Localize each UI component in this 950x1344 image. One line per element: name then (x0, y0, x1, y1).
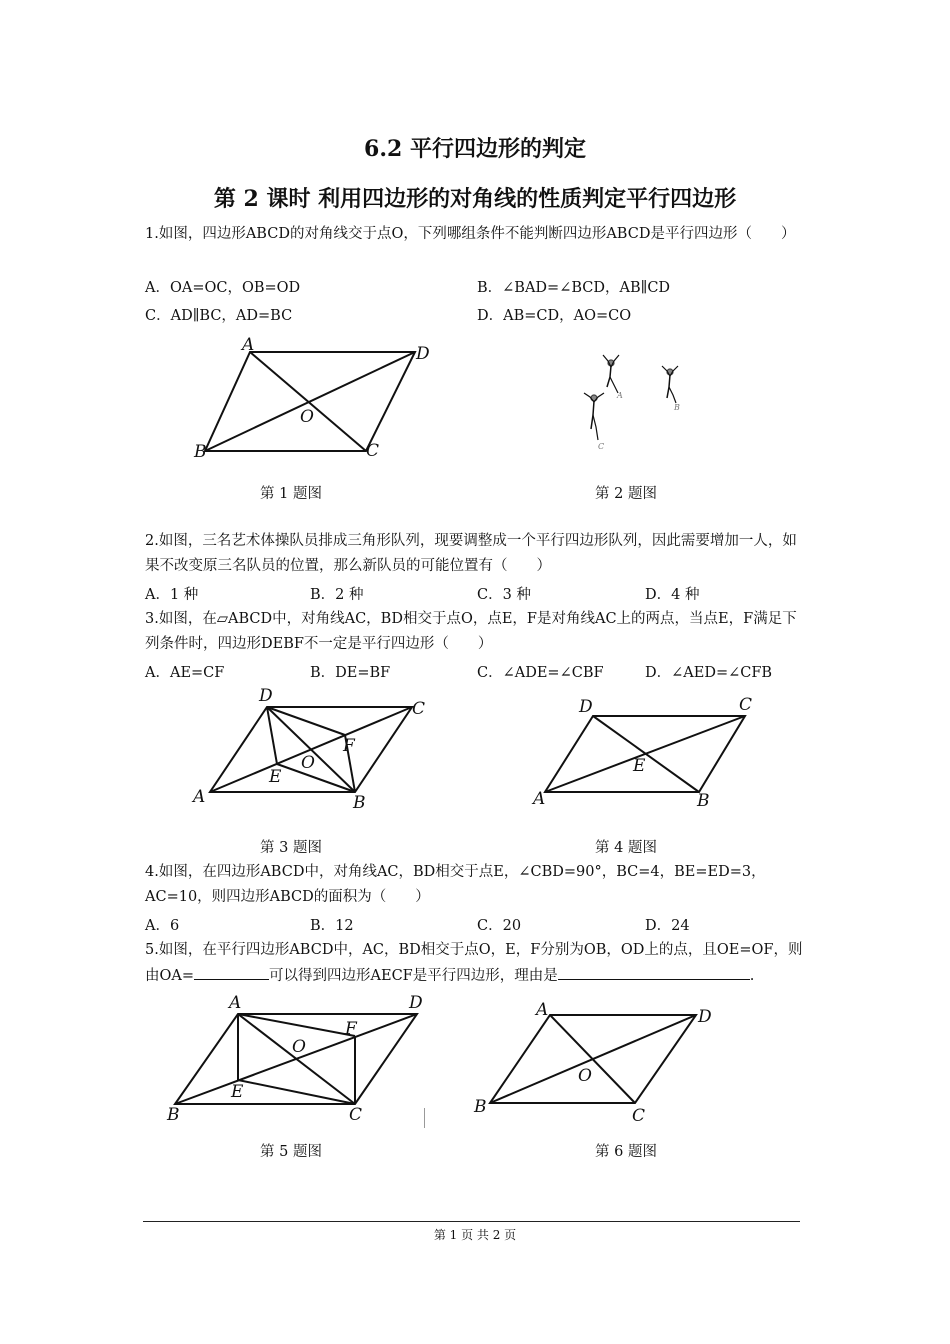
q5-blank-oa[interactable] (194, 963, 269, 980)
q3-option-c: C．∠ADE=∠CBF (477, 665, 604, 681)
q5-blank-reason[interactable] (558, 963, 750, 980)
figure-3-diagram (185, 682, 435, 812)
fig3-label-c: C (412, 699, 426, 719)
fig3-label-o: O (301, 753, 315, 773)
fig5-label-e: E (231, 1082, 244, 1102)
figure-3-caption: 第 3 题图 (260, 840, 322, 856)
q3-option-b: B．DE=BF (310, 665, 391, 681)
divider-mark (424, 1108, 425, 1128)
q1-option-a: A．OA=OC，OB=OD (145, 280, 301, 296)
fig6-label-b: B (474, 1097, 487, 1117)
page-title: 6.2 平行四边形的判定 (364, 136, 586, 162)
q4-option-b: B．12 (310, 918, 354, 934)
fig2-label-c: C (598, 442, 605, 451)
q5-text-part1: 5.如图，在平行四边形ABCD中，AC，BD相交于点O，E，F分别为OB，OD上的点，且OE=OF，则由OA= (145, 942, 803, 984)
fig5-label-f: F (345, 1019, 357, 1039)
figure-4-diagram (525, 690, 775, 815)
q2-option-c: C．3 种 (477, 587, 531, 603)
q5-text-part3: . (749, 968, 755, 984)
fig3-segment-eb (277, 764, 355, 792)
question-4-text: 4.如图，在四边形ABCD中，对角线AC，BD相交于点E，∠CBD=90°，BC=4，BE=ED=3，AC=10，则四边形ABCD的面积为（ ） (145, 864, 766, 905)
fig1-diagonal-bd (205, 352, 415, 451)
fig4-label-a: A (533, 789, 546, 809)
fig3-label-f: F (343, 736, 355, 756)
fig2-label-a: A (617, 391, 623, 400)
figure-2-gymnasts (570, 345, 700, 455)
q1-option-c: C．AD∥BC，AD=BC (145, 308, 293, 324)
gymnast-b-icon (662, 366, 678, 403)
q4-option-c: C．20 (477, 918, 522, 934)
fig6-label-d: D (698, 1007, 712, 1027)
fig5-segment-ec (238, 1080, 355, 1104)
footer-rule (143, 1221, 800, 1222)
page-subtitle: 第 2 课时 利用四边形的对角线的性质判定平行四边形 (213, 186, 737, 212)
q3-option-d: D．∠AED=∠CFB (645, 665, 773, 681)
fig6-label-o: O (578, 1066, 592, 1086)
fig1-label-d: D (416, 344, 430, 364)
figure-5-caption: 第 5 题图 (260, 1144, 322, 1160)
fig4-label-b: B (697, 791, 710, 811)
fig1-label-c: C (366, 441, 380, 461)
figure-4-caption: 第 4 题图 (595, 840, 657, 856)
figure-6-caption: 第 6 题图 (595, 1144, 657, 1160)
q1-option-d: D．AB=CD，AO=CO (477, 308, 632, 324)
fig3-segment-df (267, 707, 345, 735)
fig4-label-c: C (739, 695, 753, 715)
fig3-label-e: E (269, 767, 282, 787)
gymnast-a-icon (603, 355, 619, 393)
q2-option-a: A．1 种 (145, 587, 199, 603)
fig1-label-o: O (300, 407, 314, 427)
figure-1-caption: 第 1 题图 (260, 486, 322, 502)
gymnast-c-icon (584, 393, 604, 440)
fig6-label-a: A (536, 1000, 549, 1020)
q2-option-b: B．2 种 (310, 587, 364, 603)
fig4-label-d: D (579, 697, 593, 717)
fig4-diagonal-bd (593, 716, 699, 792)
fig5-label-o: O (292, 1037, 306, 1057)
fig6-label-c: C (632, 1106, 646, 1126)
q4-option-a: A．6 (145, 918, 180, 934)
fig5-segment-af (238, 1014, 355, 1036)
question-5-text (145, 938, 810, 989)
question-3-text: 3.如图，在▱ABCD中，对角线AC，BD相交于点O，点E，F是对角线AC上的两点，当点E，F满足下列条件时，四边形DEBF不一定是平行四边形（ ） (145, 611, 797, 652)
fig5-label-c: C (349, 1105, 363, 1125)
question-2-text: 2.如图，三名艺术体操队员排成三角形队列，现要调整成一个平行四边形队列，因此需要增加一人，如果不改变原三名队员的位置，那么新队员的可能位置有（ ） (145, 533, 797, 574)
figure-2-caption: 第 2 题图 (595, 486, 657, 502)
figure-1-diagram (180, 335, 450, 465)
fig3-label-b: B (353, 793, 366, 812)
fig2-label-b: B (674, 403, 680, 412)
q5-text-part2: 可以得到四边形AECF是平行四边形，理由是 (269, 968, 558, 984)
page-footer: 第 1 页 共 2 页 (433, 1228, 517, 1242)
q3-option-a: A．AE=CF (145, 665, 225, 681)
fig4-label-e: E (633, 756, 646, 776)
q1-option-b: B．∠BAD=∠BCD，AB∥CD (477, 280, 671, 296)
fig3-label-a: A (193, 787, 206, 807)
q2-option-d: D．4 种 (645, 587, 700, 603)
fig3-label-d: D (259, 686, 273, 706)
figure-6-diagram (470, 995, 730, 1130)
fig5-diagonal-bd (175, 1014, 417, 1104)
fig1-label-a: A (242, 335, 255, 355)
question-1-text: 1.如图，四边形ABCD的对角线交于点O，下列哪组条件不能判断四边形ABCD是平行四边形（ ） (145, 226, 796, 242)
figure-5-diagram (165, 992, 435, 1127)
fig5-label-a: A (229, 993, 242, 1013)
q4-option-d: D．24 (645, 918, 690, 934)
fig1-label-b: B (194, 442, 207, 462)
fig5-label-b: B (167, 1105, 180, 1125)
fig5-label-d: D (409, 993, 423, 1013)
